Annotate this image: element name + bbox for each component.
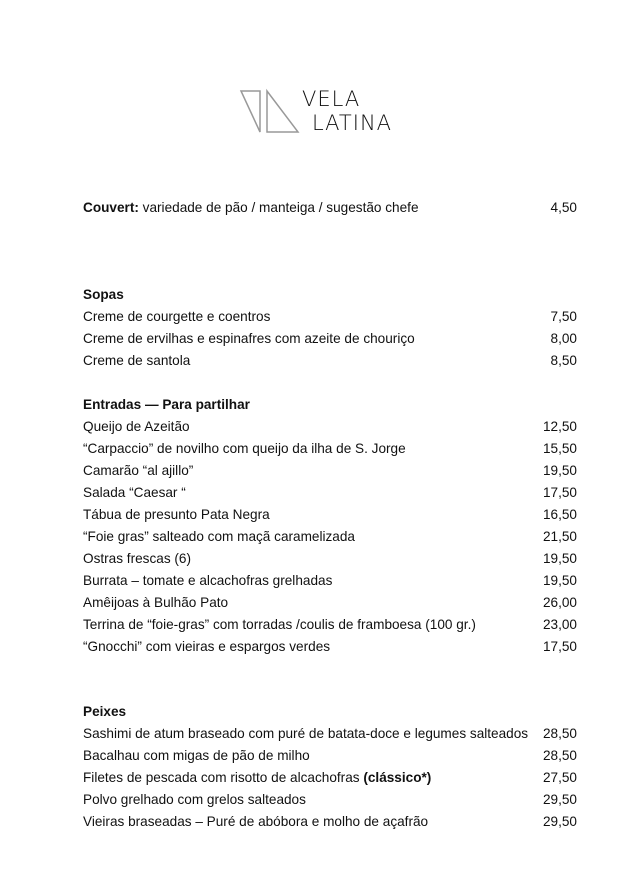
menu-item-price: 17,50 — [542, 639, 577, 654]
menu-item-name: Terrina de “foie-gras” com torradas /coulis de framboesa (100 gr.) — [83, 617, 476, 632]
menu-item-name: Filetes de pescada com risotto de alcachofras — [83, 770, 364, 785]
menu-item-name: Polvo grelhado com grelos salteados — [83, 792, 306, 807]
section-title: Sopas — [83, 287, 124, 302]
menu-item-price: 19,50 — [542, 551, 577, 566]
menu-item — [83, 592, 577, 614]
menu-item-price: 21,50 — [542, 529, 577, 544]
menu-item-name: Creme de santola — [83, 353, 191, 368]
menu-item-name: “Carpaccio” de novilho com queijo da ilha de S. Jorge — [83, 441, 406, 456]
menu-item-price: 29,50 — [542, 814, 577, 829]
menu-item — [83, 614, 577, 636]
section-title: Peixes — [83, 704, 127, 719]
menu-sections — [83, 284, 577, 833]
menu-item — [83, 570, 577, 592]
menu-item — [83, 306, 577, 328]
menu-item — [83, 482, 577, 504]
menu-item-name: Creme de courgette e coentros — [83, 309, 271, 324]
menu-item-price: 28,50 — [542, 726, 577, 741]
menu-item-price: 27,50 — [542, 770, 577, 785]
menu-item — [83, 328, 577, 350]
couvert-row — [83, 197, 577, 219]
menu-item-name: Bacalhau com migas de pão de milho — [83, 748, 310, 763]
logo-line1: VELA — [302, 87, 361, 111]
menu-item — [83, 350, 577, 372]
section-title: Entradas — Para partilhar — [83, 397, 250, 412]
menu-item — [83, 789, 577, 811]
menu-item-price: 19,50 — [542, 573, 577, 588]
menu-item-price: 8,00 — [550, 331, 577, 346]
menu-item-name: Sashimi de atum braseado com puré de batata-doce e legumes salteados — [83, 726, 529, 741]
menu-item-name: Ostras frescas (6) — [83, 551, 192, 566]
menu-item-price: 7,50 — [550, 309, 577, 324]
menu-item — [83, 526, 577, 548]
menu-item-price: 26,00 — [542, 595, 577, 610]
menu-item-price: 19,50 — [542, 463, 577, 478]
menu-item — [83, 416, 577, 438]
menu-item — [83, 767, 577, 789]
menu-item-name: Camarão “al ajillo” — [83, 463, 194, 478]
menu-item-name: Tábua de presunto Pata Negra — [83, 507, 270, 522]
menu-item — [83, 438, 577, 460]
menu — [83, 197, 577, 833]
menu-item-price: 23,00 — [542, 617, 577, 632]
menu-item-name: Queijo de Azeitão — [83, 419, 190, 434]
menu-item-name: Amêijoas à Bulhão Pato — [83, 595, 229, 610]
logo-triangles-icon — [238, 86, 308, 136]
couvert-description: variedade de pão / manteiga / sugestão chefe — [138, 200, 419, 215]
menu-item-tag: (clássico*) — [363, 770, 432, 785]
menu-item-price: 12,50 — [542, 419, 577, 434]
menu-item — [83, 460, 577, 482]
menu-item — [83, 548, 577, 570]
couvert-price: 4,50 — [550, 200, 577, 215]
menu-item-name: “Foie gras” salteado com maçã caramelizada — [83, 529, 355, 544]
menu-item — [83, 723, 577, 745]
menu-item-price: 16,50 — [542, 507, 577, 522]
menu-item-name: “Gnocchi” com vieiras e espargos verdes — [83, 639, 331, 654]
menu-item — [83, 636, 577, 658]
menu-item-name: Vieiras braseadas – Puré de abóbora e molho de açafrão — [83, 814, 429, 829]
menu-item — [83, 504, 577, 526]
menu-item — [83, 811, 577, 833]
menu-item-name: Burrata – tomate e alcachofras grelhadas — [83, 573, 333, 588]
couvert-label: Couvert: — [83, 200, 139, 215]
menu-item — [83, 745, 577, 767]
menu-item-price: 8,50 — [550, 353, 577, 368]
menu-item-price: 28,50 — [542, 748, 577, 763]
menu-item-price: 17,50 — [542, 485, 577, 500]
menu-item-name: Creme de ervilhas e espinafres com azeite de chouriço — [83, 331, 415, 346]
menu-item-name: Salada “Caesar “ — [83, 485, 186, 500]
menu-item-price: 29,50 — [542, 792, 577, 807]
logo — [238, 86, 408, 136]
logo-line2: LATINA — [312, 111, 393, 135]
menu-item-price: 15,50 — [542, 441, 577, 456]
